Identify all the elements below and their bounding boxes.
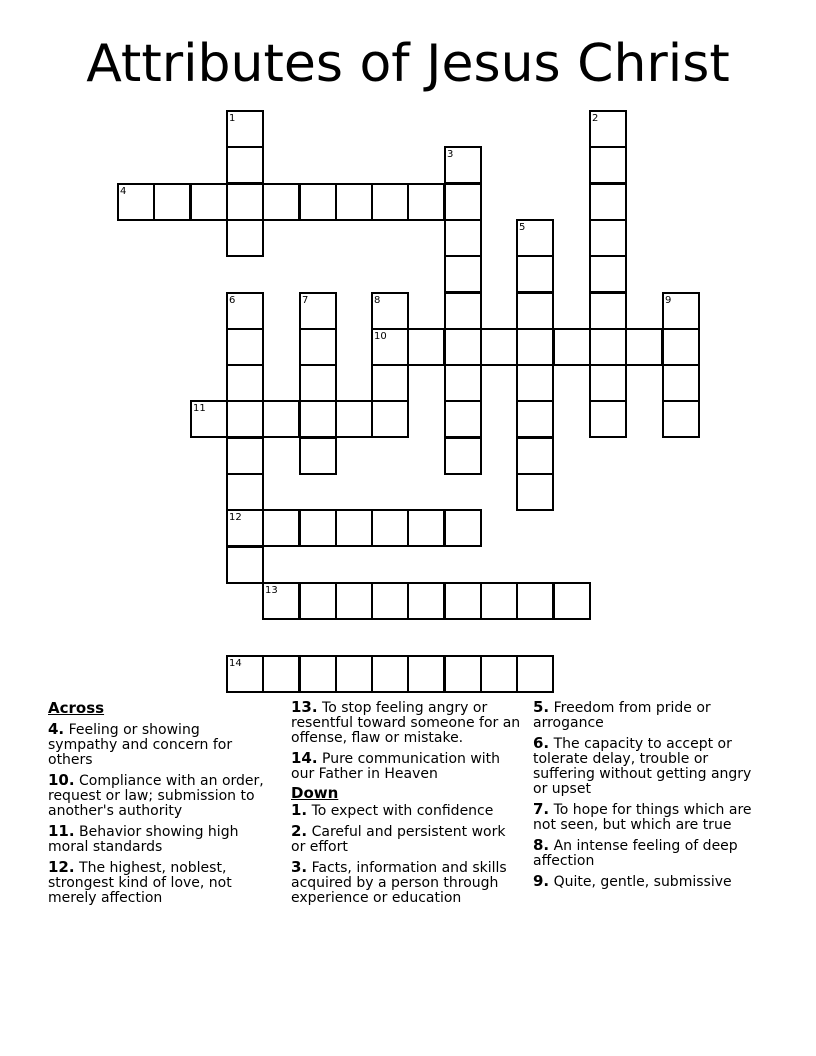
- grid-cell[interactable]: [589, 183, 627, 221]
- grid-cell[interactable]: [226, 146, 264, 184]
- grid-cell[interactable]: [444, 582, 482, 620]
- grid-cell[interactable]: [516, 655, 554, 693]
- grid-cell[interactable]: [371, 582, 409, 620]
- grid-cell[interactable]: [226, 546, 264, 584]
- grid-cell[interactable]: [226, 292, 264, 330]
- grid-cell[interactable]: [444, 509, 482, 547]
- grid-cell[interactable]: [480, 328, 518, 366]
- grid-cell[interactable]: [299, 328, 337, 366]
- grid-cell[interactable]: [335, 582, 373, 620]
- grid-cell[interactable]: [444, 183, 482, 221]
- clue-down-1: 1. To expect with confidence: [291, 801, 494, 819]
- grid-cell[interactable]: [262, 655, 300, 693]
- grid-cell[interactable]: [226, 183, 264, 221]
- grid-cell[interactable]: [407, 655, 445, 693]
- grid-cell[interactable]: [299, 509, 337, 547]
- clue-down-3: 3. Facts, information and skills acquired by a person through experience or education: [291, 858, 507, 906]
- clue-number-label: 4: [120, 186, 127, 197]
- grid-cell[interactable]: [589, 292, 627, 330]
- clue-across-14: 14. Pure communication with our Father in Heaven: [291, 749, 501, 782]
- grid-cell[interactable]: [226, 655, 264, 693]
- grid-cell[interactable]: [262, 400, 300, 438]
- clue-number-label: 8: [374, 295, 381, 306]
- down-header: Down: [291, 784, 339, 802]
- clue-number-label: 12: [229, 512, 242, 523]
- grid-cell[interactable]: [662, 364, 700, 402]
- grid-cell[interactable]: [553, 328, 591, 366]
- grid-cell[interactable]: [299, 292, 337, 330]
- clue-down-7: 7. To hope for things which are not seen, but which are true: [533, 800, 752, 833]
- grid-cell[interactable]: [299, 582, 337, 620]
- grid-cell[interactable]: [371, 364, 409, 402]
- grid-cell[interactable]: [407, 509, 445, 547]
- grid-cell[interactable]: [553, 582, 591, 620]
- clue-number-label: 6: [229, 295, 236, 306]
- grid-cell[interactable]: [444, 364, 482, 402]
- grid-cell[interactable]: [371, 509, 409, 547]
- grid-cell[interactable]: [262, 509, 300, 547]
- clue-number-label: 14: [229, 658, 242, 669]
- grid-cell[interactable]: [371, 400, 409, 438]
- clue-number-label: 5: [519, 222, 526, 233]
- grid-cell[interactable]: [407, 183, 445, 221]
- grid-cell[interactable]: [190, 400, 228, 438]
- grid-cell[interactable]: [444, 437, 482, 475]
- clue-down-6: 6. The capacity to accept or tolerate delay, trouble or suffering without getting angry or upset: [533, 734, 752, 797]
- grid-cell[interactable]: [226, 328, 264, 366]
- grid-cell[interactable]: [299, 183, 337, 221]
- clue-across-11: 11. Behavior showing high moral standards: [48, 822, 239, 855]
- grid-cell[interactable]: [480, 655, 518, 693]
- clue-number-label: 3: [447, 149, 454, 160]
- grid-cell[interactable]: [589, 364, 627, 402]
- grid-cell[interactable]: [226, 400, 264, 438]
- clue-number-label: 11: [193, 403, 206, 414]
- grid-cell[interactable]: [335, 183, 373, 221]
- clue-across-13: 13. To stop feeling angry or resentful toward someone for an offense, flaw or mistake.: [291, 698, 521, 746]
- grid-cell[interactable]: [226, 437, 264, 475]
- clues-column-1: [48, 699, 273, 906]
- puzzle-title: Attributes of Jesus Christ: [86, 34, 730, 94]
- clues-column-2: [291, 699, 523, 906]
- grid-cell[interactable]: [371, 183, 409, 221]
- grid-cell[interactable]: [444, 655, 482, 693]
- grid-cell[interactable]: [335, 509, 373, 547]
- clue-number-label: 2: [592, 113, 599, 124]
- grid-cell[interactable]: [662, 400, 700, 438]
- grid-cell[interactable]: [226, 509, 264, 547]
- grid-cell[interactable]: [299, 655, 337, 693]
- grid-cell[interactable]: [625, 328, 663, 366]
- grid-cell[interactable]: [444, 146, 482, 184]
- grid-cell[interactable]: [407, 328, 445, 366]
- grid-cell[interactable]: [226, 473, 264, 511]
- clue-number-label: 9: [665, 295, 672, 306]
- grid-cell[interactable]: [516, 582, 554, 620]
- grid-cell[interactable]: [516, 437, 554, 475]
- grid-cell[interactable]: [444, 219, 482, 257]
- grid-cell[interactable]: [516, 328, 554, 366]
- grid-cell[interactable]: [516, 292, 554, 330]
- grid-cell[interactable]: [371, 292, 409, 330]
- grid-cell[interactable]: [444, 292, 482, 330]
- clue-across-10: 10. Compliance with an order, request or law; submission to another's authority: [48, 771, 264, 819]
- grid-cell[interactable]: [589, 328, 627, 366]
- grid-cell[interactable]: [589, 400, 627, 438]
- grid-cell[interactable]: [589, 146, 627, 184]
- grid-cell[interactable]: [516, 255, 554, 293]
- grid-cell[interactable]: [226, 364, 264, 402]
- grid-cell[interactable]: [589, 110, 627, 148]
- grid-cell[interactable]: [444, 400, 482, 438]
- grid-cell[interactable]: [190, 183, 228, 221]
- grid-cell[interactable]: [516, 400, 554, 438]
- clue-across-12: 12. The highest, noblest, strongest kind of love, not merely affection: [48, 858, 232, 906]
- grid-cell[interactable]: [335, 400, 373, 438]
- grid-cell[interactable]: [516, 219, 554, 257]
- grid-cell[interactable]: [262, 183, 300, 221]
- grid-cell[interactable]: [299, 364, 337, 402]
- across-header: Across: [48, 699, 105, 717]
- clue-down-5: 5. Freedom from pride or arrogance: [533, 698, 711, 731]
- grid-cell[interactable]: [662, 328, 700, 366]
- grid-cell[interactable]: [589, 255, 627, 293]
- grid-cell[interactable]: [335, 655, 373, 693]
- clue-number-label: 13: [265, 585, 278, 596]
- grid-cell[interactable]: [299, 400, 337, 438]
- grid-cell[interactable]: [226, 219, 264, 257]
- grid-cell[interactable]: [371, 655, 409, 693]
- clues-column-3: [533, 699, 763, 890]
- grid-cell[interactable]: [480, 582, 518, 620]
- grid-cell[interactable]: [299, 437, 337, 475]
- grid-cell[interactable]: [662, 292, 700, 330]
- grid-cell[interactable]: [371, 328, 409, 366]
- grid-cell[interactable]: [444, 255, 482, 293]
- clue-down-2: 2. Careful and persistent work or effort: [291, 822, 506, 855]
- clue-down-8: 8. An intense feeling of deep affection: [533, 836, 738, 869]
- grid-cell[interactable]: [153, 183, 191, 221]
- grid-cell[interactable]: [262, 582, 300, 620]
- grid-cell[interactable]: [589, 219, 627, 257]
- clue-across-4: 4. Feeling or showing sympathy and concern for others: [48, 720, 233, 768]
- grid-cell[interactable]: [444, 328, 482, 366]
- grid-cell[interactable]: [226, 110, 264, 148]
- clue-down-9: 9. Quite, gentle, submissive: [533, 872, 732, 890]
- clue-number-label: 7: [302, 295, 309, 306]
- grid-cell[interactable]: [117, 183, 155, 221]
- grid-cell[interactable]: [516, 473, 554, 511]
- grid-cell[interactable]: [516, 364, 554, 402]
- clue-number-label: 1: [229, 113, 236, 124]
- clue-number-label: 10: [374, 331, 387, 342]
- grid-cell[interactable]: [407, 582, 445, 620]
